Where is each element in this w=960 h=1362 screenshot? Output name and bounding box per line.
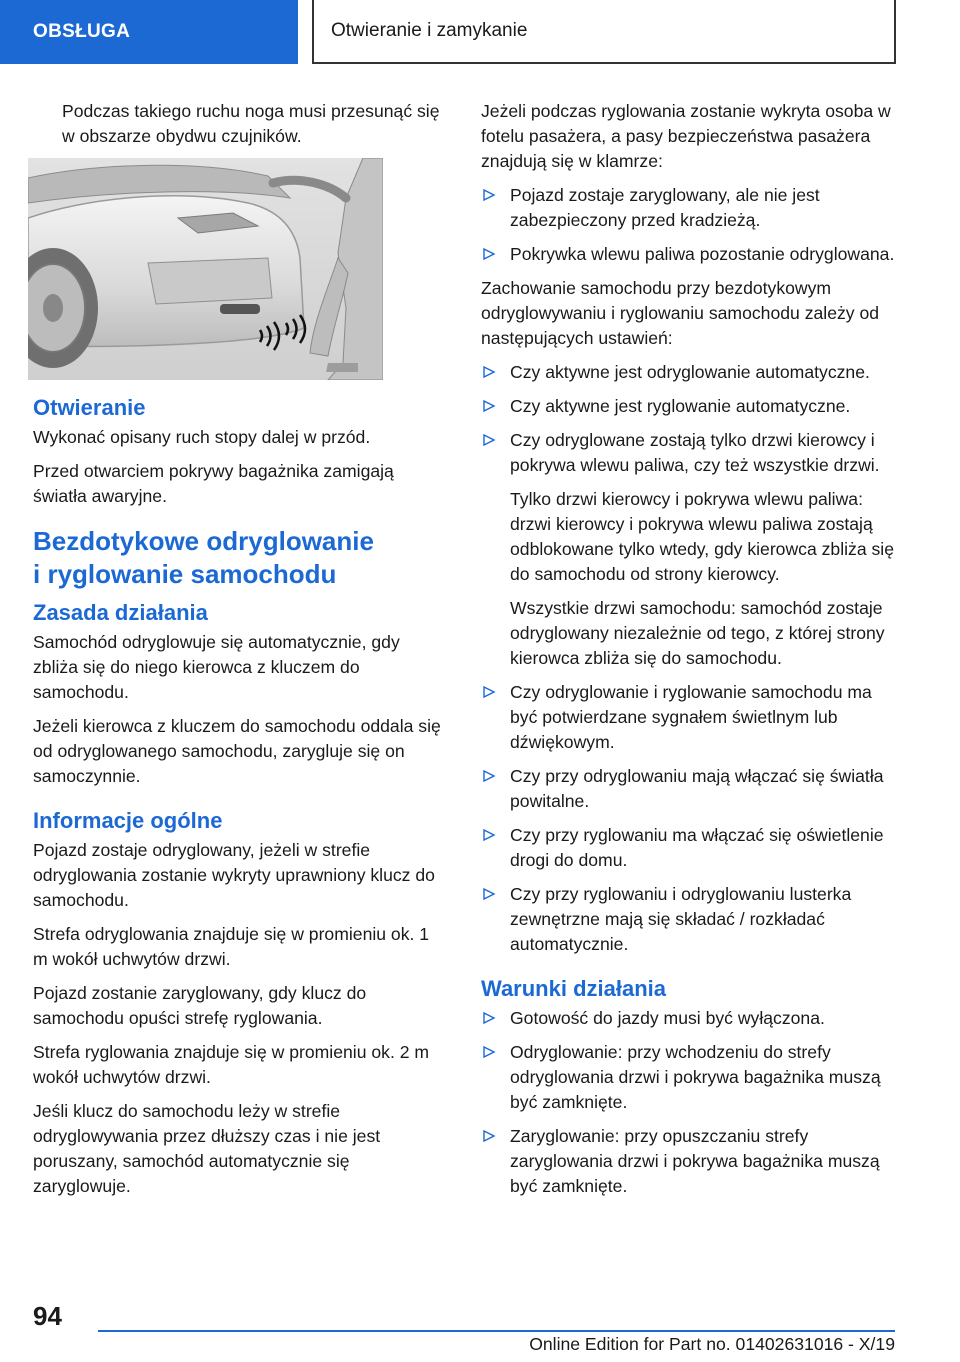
general-paragraph-4: Strefa ryglowania znajduje się w promieniu ok. 2 m wokół uchwytów drzwi. [33, 1042, 430, 1087]
bullet-list-4 [481, 1006, 895, 1199]
general-paragraph-1: Pojazd zostaje odryglowany, jeżeli w strefie odryglowania zostanie wykryty uprawniony klucz do samochodu. [33, 840, 435, 910]
section-heading-line-1: Bezdotykowe odryglowanie [33, 526, 374, 556]
opening-paragraph-2: Przed otwarciem pokrywy bagażnika zamigają światła awaryjne. [33, 461, 394, 506]
triangle-bullet-icon [482, 1011, 496, 1025]
trunk-kick-illustration [28, 158, 383, 380]
triangle-bullet-icon [482, 769, 496, 783]
triangle-bullet-icon [482, 1045, 496, 1059]
bullet-list-2 [481, 360, 895, 478]
indented-paragraph-1: Tylko drzwi kierowcy i pokrywa wlewu paliwa: drzwi kierowcy i pokrywa wlewu paliwa zostają odblokowane tylko wtedy, gdy kierowca zbliża się do samochodu od strony kierowcy. [510, 489, 894, 584]
list-item: Zaryglowanie: przy opuszczaniu strefy zaryglowania drzwi i pokrywa bagażnika muszą być zamknięte. [481, 1124, 895, 1199]
list-item: Czy odryglowane zostają tylko drzwi kierowcy i pokrywa wlewu paliwa, czy też wszystkie drzwi. [481, 428, 895, 478]
left-column [33, 99, 448, 1208]
list-item: Pojazd zostaje zaryglowany, ale nie jest zabezpieczony przed kradzieżą. [481, 183, 895, 233]
general-paragraph-2: Strefa odryglowania znajduje się w promieniu ok. 1 m wokół uchwytów drzwi. [33, 924, 430, 969]
section-tab [0, 0, 298, 64]
principle-paragraph-1: Samochód odryglowuje się automatycznie, gdy zbliża się do niego kierowca z kluczem do samochodu. [33, 632, 400, 702]
opening-paragraph-1: Wykonać opisany ruch stopy dalej w przód. [33, 427, 371, 447]
section-heading [33, 525, 448, 591]
section-heading-line-2: i ryglowanie samochodu [33, 559, 337, 589]
principle-heading: Zasada działania [33, 600, 208, 625]
opening-heading: Otwieranie [33, 395, 146, 420]
triangle-bullet-icon [482, 365, 496, 379]
list-item: Gotowość do jazdy musi być wyłączona. [481, 1006, 895, 1031]
triangle-bullet-icon [482, 1129, 496, 1143]
chapter-title: Otwieranie i zamykanie [331, 20, 528, 41]
indented-paragraph-2: Wszystkie drzwi samochodu: samochód zostaje odryglowany niezależnie od tego, z której strony kierowca zbliża się do samochodu. [510, 598, 885, 668]
triangle-bullet-icon [482, 247, 496, 261]
page-number: 94 [33, 1301, 62, 1331]
triangle-bullet-icon [482, 433, 496, 447]
triangle-bullet-icon [482, 399, 496, 413]
list-item: Czy przy odryglowaniu mają włączać się światła powitalne. [481, 764, 895, 814]
section-label: OBSŁUGA [33, 21, 131, 42]
right-paragraph-1: Jeżeli podczas ryglowania zostanie wykryta osoba w fotelu pasażera, a pasy bezpieczeństwa pasażera znajdują się w klamrze: [481, 101, 891, 171]
general-paragraph-3: Pojazd zostanie zaryglowany, gdy klucz do samochodu opuści strefę ryglowania. [33, 983, 367, 1028]
list-item: Czy przy ryglowaniu i odryglowaniu lusterka zewnętrzne mają się składać / rozkładać automatycznie. [481, 882, 895, 957]
footer-edition: Online Edition for Part no. 01402631016 - X/19 [529, 1334, 895, 1354]
intro-paragraph: Podczas takiego ruchu noga musi przesunąć się w obszarze obydwu czujników. [62, 101, 440, 146]
list-item: Czy odryglowanie i ryglowanie samochodu ma być potwierdzane sygnałem świetlnym lub dźwiękowym. [481, 680, 895, 755]
principle-paragraph-2: Jeżeli kierowca z kluczem do samochodu oddala się od odryglowanego samochodu, zarygluje się on samoczynnie. [33, 716, 441, 786]
triangle-bullet-icon [482, 685, 496, 699]
footer-divider [98, 1330, 895, 1332]
car-rear-sensor-image [28, 158, 383, 380]
list-item: Odryglowanie: przy wchodzeniu do strefy odryglowania drzwi i pokrywa bagażnika muszą być zamknięte. [481, 1040, 895, 1115]
triangle-bullet-icon [482, 887, 496, 901]
general-heading: Informacje ogólne [33, 808, 223, 833]
triangle-bullet-icon [482, 188, 496, 202]
list-item: Czy przy ryglowaniu ma włączać się oświetlenie drogi do domu. [481, 823, 895, 873]
list-item: Pokrywka wlewu paliwa pozostanie odryglowana. [481, 242, 895, 267]
conditions-heading: Warunki działania [481, 976, 667, 1001]
list-item: Czy aktywne jest ryglowanie automatyczne. [481, 394, 895, 419]
triangle-bullet-icon [482, 828, 496, 842]
right-column [481, 99, 895, 1208]
general-paragraph-5: Jeśli klucz do samochodu leży w strefie odryglowywania przez dłuższy czas i nie jest poruszany, samochód automatycznie się zaryglowuje. [33, 1101, 381, 1196]
right-paragraph-2: Zachowanie samochodu przy bezdotykowym odryglowywaniu i ryglowaniu samochodu zależy od następujących ustawień: [481, 278, 880, 348]
chapter-header [312, 0, 896, 64]
bullet-list-1 [481, 183, 895, 267]
list-item: Czy aktywne jest odryglowanie automatyczne. [481, 360, 895, 385]
bullet-list-3 [481, 680, 895, 957]
